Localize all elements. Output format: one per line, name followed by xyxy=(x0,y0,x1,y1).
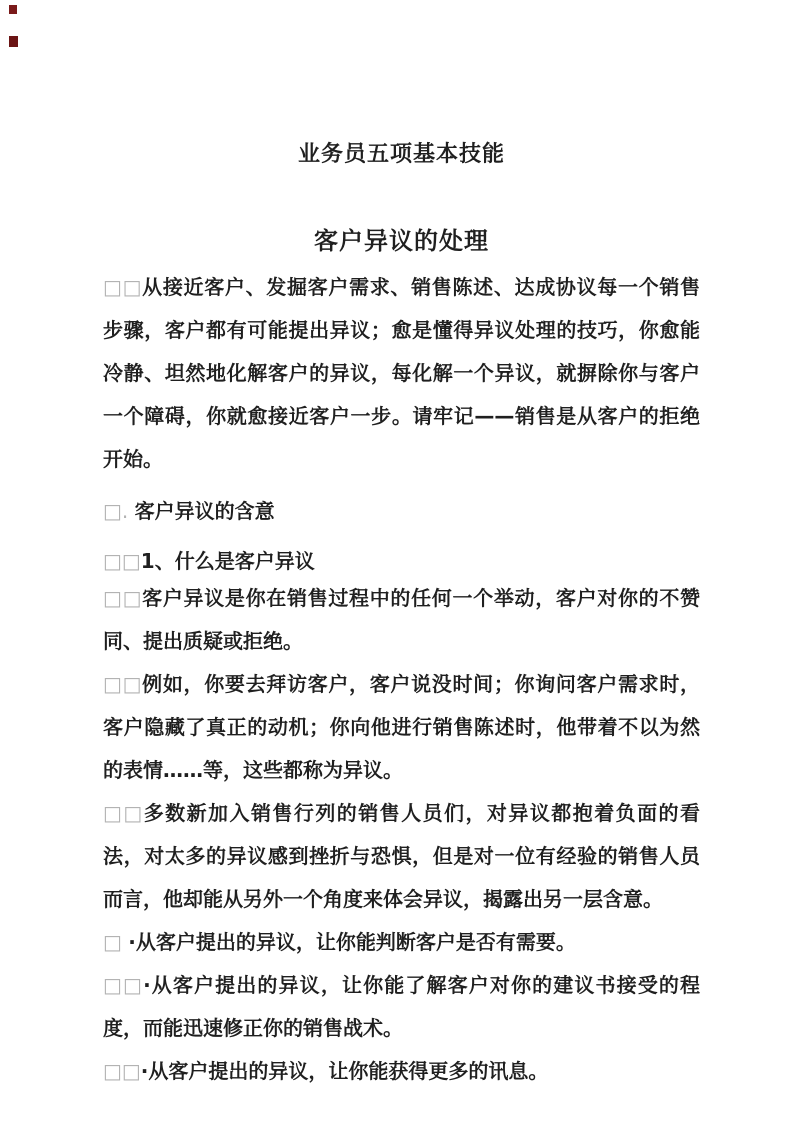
scan-speck xyxy=(9,36,18,47)
missing-glyph-box: □□ xyxy=(103,801,144,825)
paragraph-intro xyxy=(103,266,700,481)
missing-glyph-box: □□ xyxy=(103,1059,141,1083)
missing-glyph-box: □□ xyxy=(103,549,141,573)
bullet-more-information xyxy=(103,1050,700,1093)
missing-glyph-box: □□ xyxy=(103,275,143,299)
bullet-text: ·从客户提出的异议，让你能了解客户对你的建议书接受的程度，而能迅速修正你的销售战术。 xyxy=(103,973,700,1040)
paragraph-text: 从接近客户、发掘客户需求、销售陈述、达成协议每一个销售步骤，客户都有可能提出异议；愈是懂得异议处理的技巧，你愈能冷静、坦然地化解客户的异议，每化解一个异议，就摒除你与客户一个障碍，你就愈接近客户一步。请牢记——销售是从客户的拒绝开始。 xyxy=(103,275,701,471)
document-title: 业务员五项基本技能 xyxy=(297,142,505,167)
paragraph-text: 例如，你要去拜访客户，客户说没时间；你询问客户需求时，客户隐藏了真正的动机；你向他进行销售陈述时，他带着不以为然的表情……等，这些都称为异议。 xyxy=(103,672,701,782)
scan-speck xyxy=(9,5,17,14)
missing-glyph-box: □ xyxy=(103,930,129,954)
bullet-judge-need xyxy=(103,921,700,964)
paragraph-definition xyxy=(103,577,700,663)
paragraph-text: 客户异议是你在销售过程中的任何一个举动，客户对你的不赞同、提出质疑或拒绝。 xyxy=(103,586,701,653)
missing-glyph-box: □□ xyxy=(103,586,143,610)
document-body xyxy=(103,0,700,1093)
bullet-text: ·从客户提出的异议，让你能判断客户是否有需要。 xyxy=(128,930,576,954)
heading-meaning-of-objections xyxy=(103,490,700,533)
bullet-text: ·从客户提出的异议，让你能获得更多的讯息。 xyxy=(140,1059,549,1083)
section-title: 客户异议的处理 xyxy=(314,227,489,255)
bullet-acceptance-level xyxy=(103,964,700,1050)
paragraph-example xyxy=(103,663,700,792)
missing-glyph-box: □. xyxy=(103,499,135,523)
subheading-text: 1、什么是客户异议 xyxy=(140,549,315,573)
missing-glyph-box: □□ xyxy=(103,973,144,997)
paragraph-newcomers xyxy=(103,792,700,921)
paragraph-text: 多数新加入销售行列的销售人员们，对异议都抱着负面的看法，对太多的异议感到挫折与恐惧，但是对一位有经验的销售人员而言，他却能从另外一个角度来体会异议，揭露出另一层含意。 xyxy=(103,801,701,911)
missing-glyph-box: □□ xyxy=(103,672,143,696)
heading-text: 客户异议的含意 xyxy=(134,499,275,523)
